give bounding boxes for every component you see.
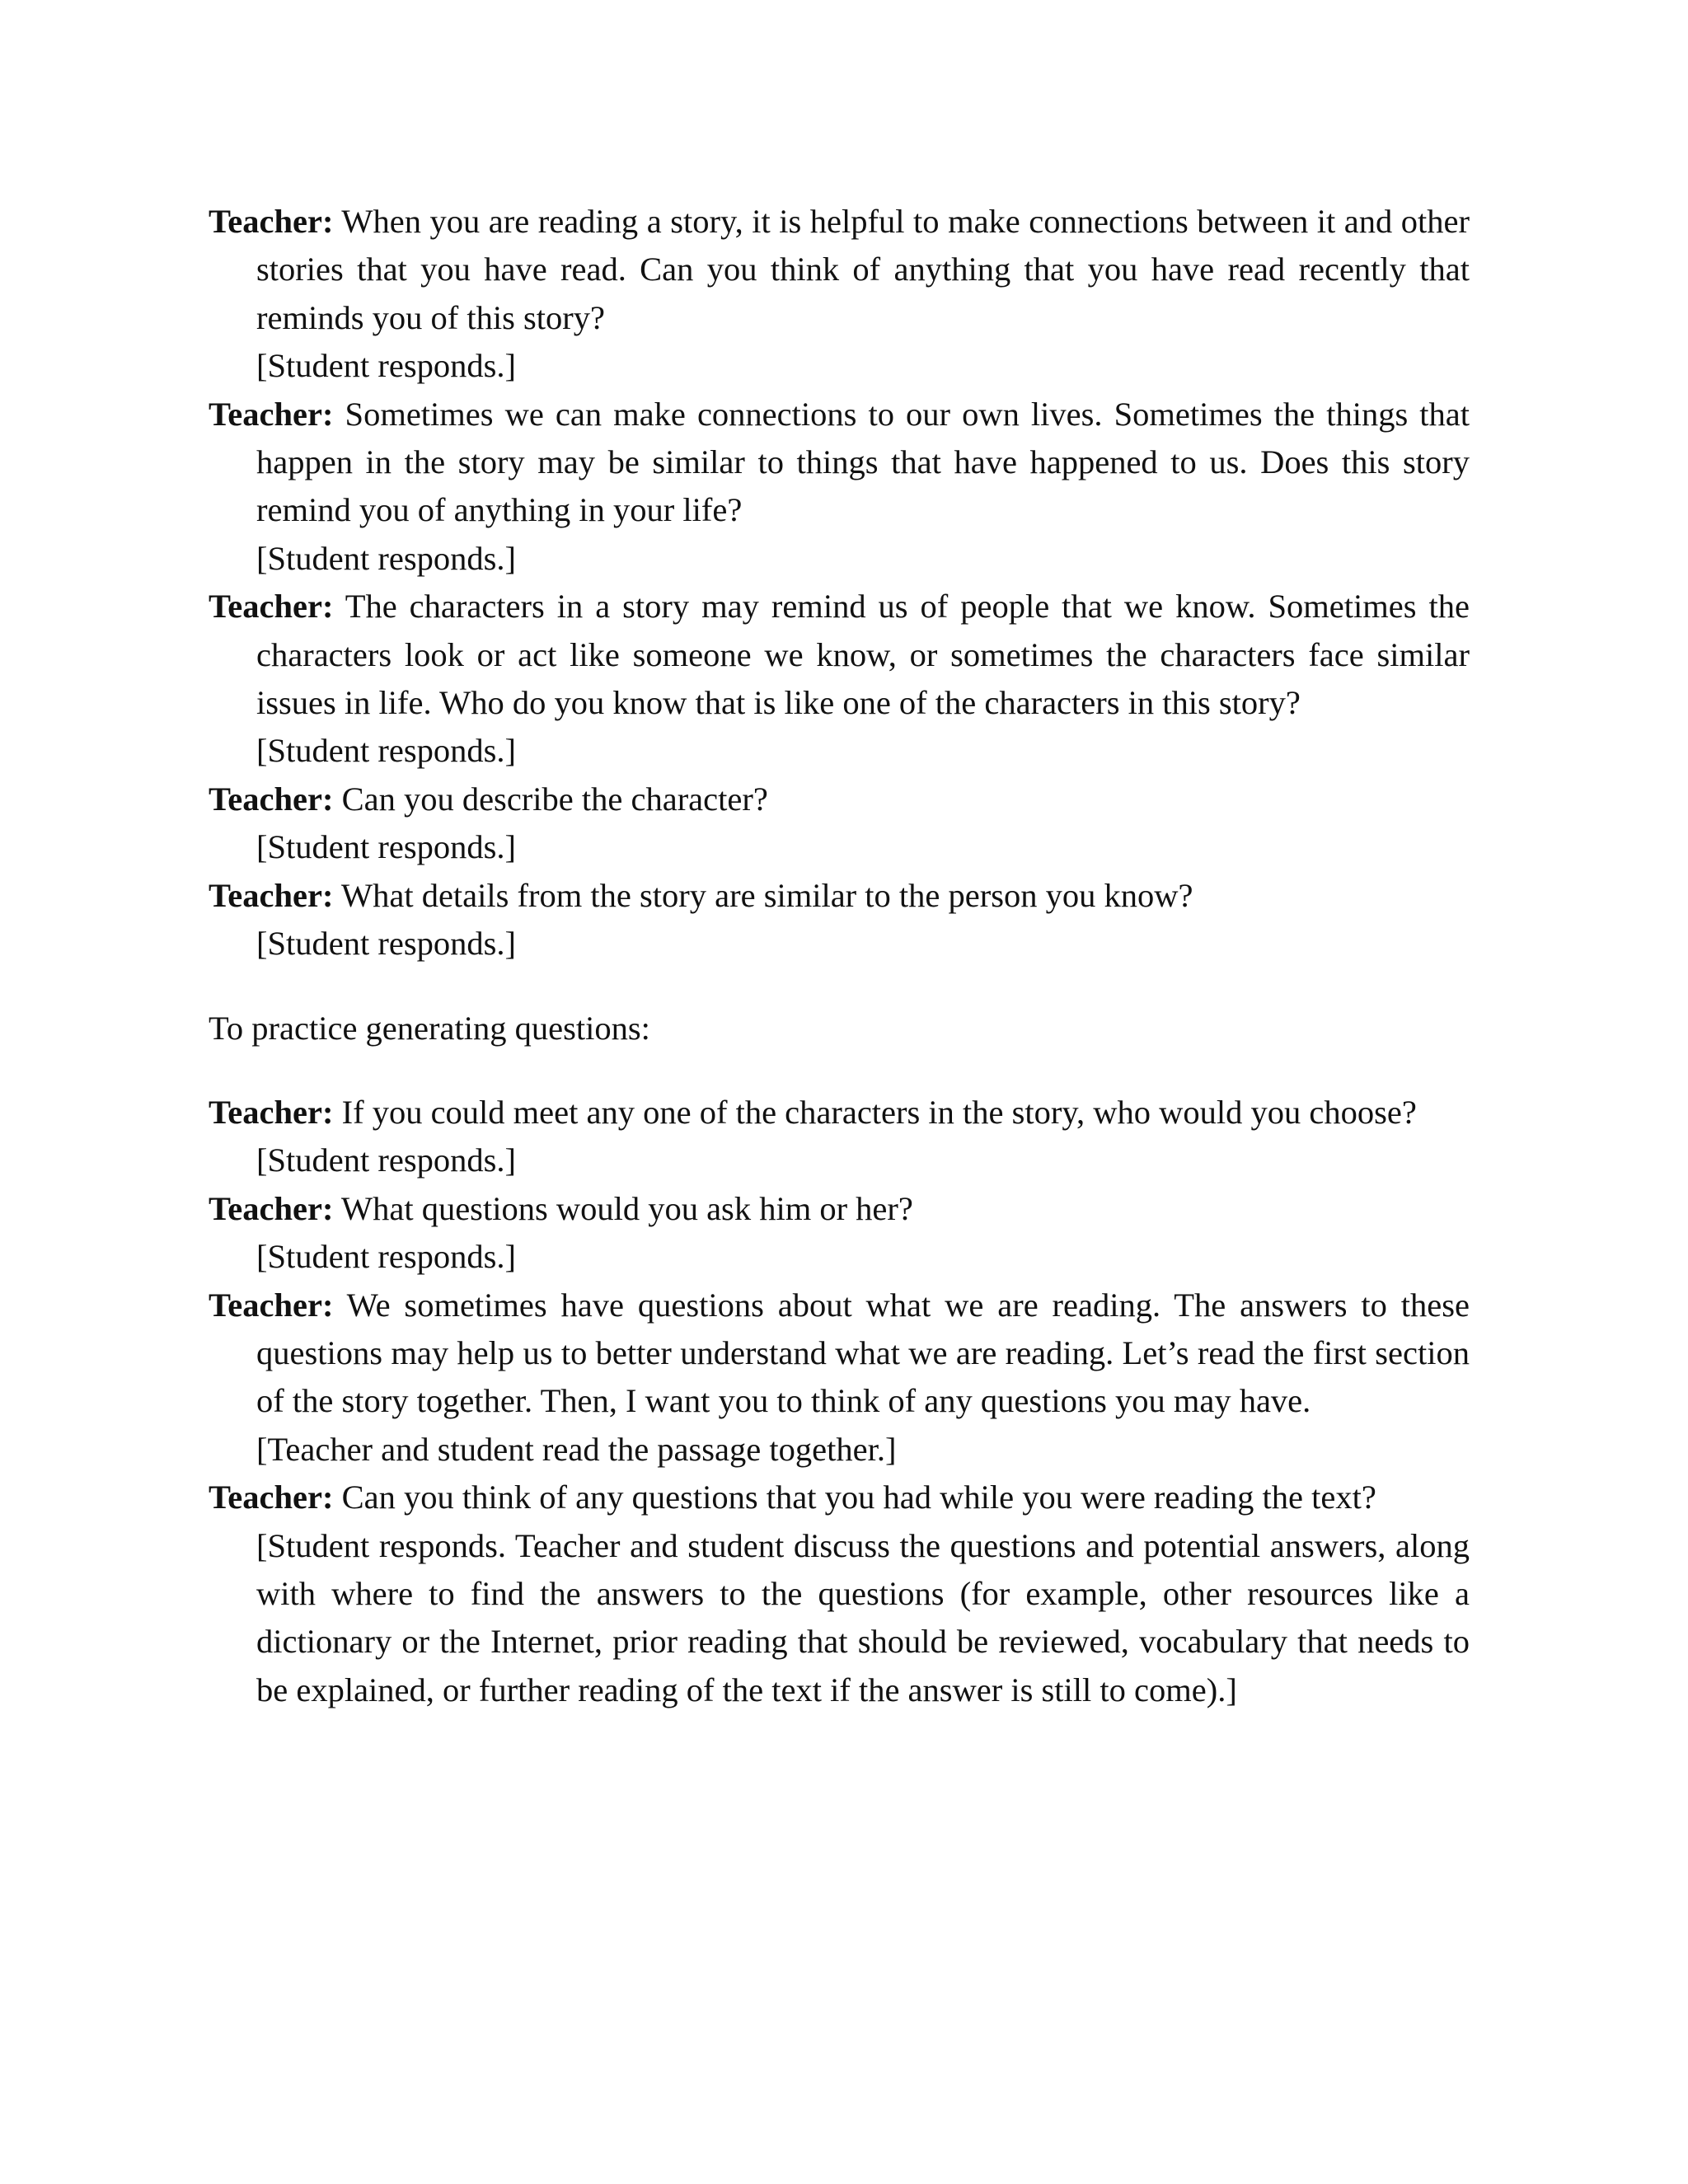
dialogue-section-connections: [209, 198, 1470, 968]
teacher-line: [209, 1089, 1470, 1137]
student-response-note: [Student responds.]: [256, 347, 516, 385]
teacher-line: [209, 1474, 1470, 1521]
reading-note: [Teacher and student read the passage together.]: [256, 1430, 897, 1468]
teacher-line-text: If you could meet any one of the characters in the story, who would you choose?: [341, 1093, 1417, 1131]
speaker-label: Teacher:: [209, 203, 334, 240]
student-response-note: [Student responds.]: [256, 1238, 516, 1276]
teacher-line-text: We sometimes have questions about what we are reading. The answers to these questions may help us to better understand what we are reading. Let’s read the first section of the story together. Then, I want you to think of any questions you may have.: [256, 1286, 1470, 1420]
speaker-label: Teacher:: [209, 1093, 334, 1131]
teacher-line-text: What questions would you ask him or her?: [340, 1189, 913, 1227]
document-page: [209, 198, 1470, 1714]
section-intro: To practice generating questions:: [209, 1009, 650, 1047]
speaker-label: Teacher:: [209, 588, 334, 626]
teacher-line-text: The characters in a story may remind us of people that we know. Sometimes the characters look or act like someone we know, or sometimes the characters face similar issues in life. Who do you know that is like one of the characters in this story?: [256, 588, 1470, 722]
teacher-line: [209, 1185, 1470, 1233]
teacher-line: [209, 391, 1470, 535]
speaker-label: Teacher:: [209, 395, 334, 433]
speaker-label: Teacher:: [209, 780, 334, 818]
student-response-note: [Student responds. Teacher and student discuss the questions and potential answers, along with where to find the answers to the questions (for example, other resources like a dictionary or the Internet, prior reading that should be reviewed, vocabulary that needs to be explained, or further reading of the text if the answer is still to come).]: [256, 1526, 1470, 1708]
teacher-line: [209, 198, 1470, 342]
student-response-note: [Student responds.]: [256, 828, 516, 866]
teacher-line: [209, 872, 1470, 920]
speaker-label: Teacher:: [209, 1479, 334, 1516]
teacher-line-text: Can you think of any questions that you had while you were reading the text?: [341, 1479, 1376, 1516]
speaker-label: Teacher:: [209, 1286, 334, 1324]
student-response-note: [Student responds.]: [256, 1141, 516, 1179]
teacher-line: [209, 1282, 1470, 1426]
teacher-line-text: Can you describe the character?: [341, 780, 768, 818]
teacher-line-text: What details from the story are similar to the person you know?: [340, 876, 1193, 914]
student-response-note: [Student responds.]: [256, 539, 516, 577]
teacher-line-text: Sometimes we can make connections to our own lives. Sometimes the things that happen in the story may be similar to things that have happened to us. Does this story remind you of anything in your life?: [256, 395, 1470, 529]
speaker-label: Teacher:: [209, 876, 334, 914]
teacher-line: [209, 776, 1470, 823]
speaker-label: Teacher:: [209, 1189, 334, 1227]
student-response-note: [Student responds.]: [256, 732, 516, 770]
teacher-line-text: When you are reading a story, it is helpful to make connections between it and other stories that you have read. Can you think of anything that you have read recently that reminds you of this story?: [256, 203, 1470, 336]
dialogue-section-questions: [209, 1089, 1470, 1714]
teacher-line: [209, 583, 1470, 727]
student-response-note: [Student responds.]: [256, 925, 516, 963]
